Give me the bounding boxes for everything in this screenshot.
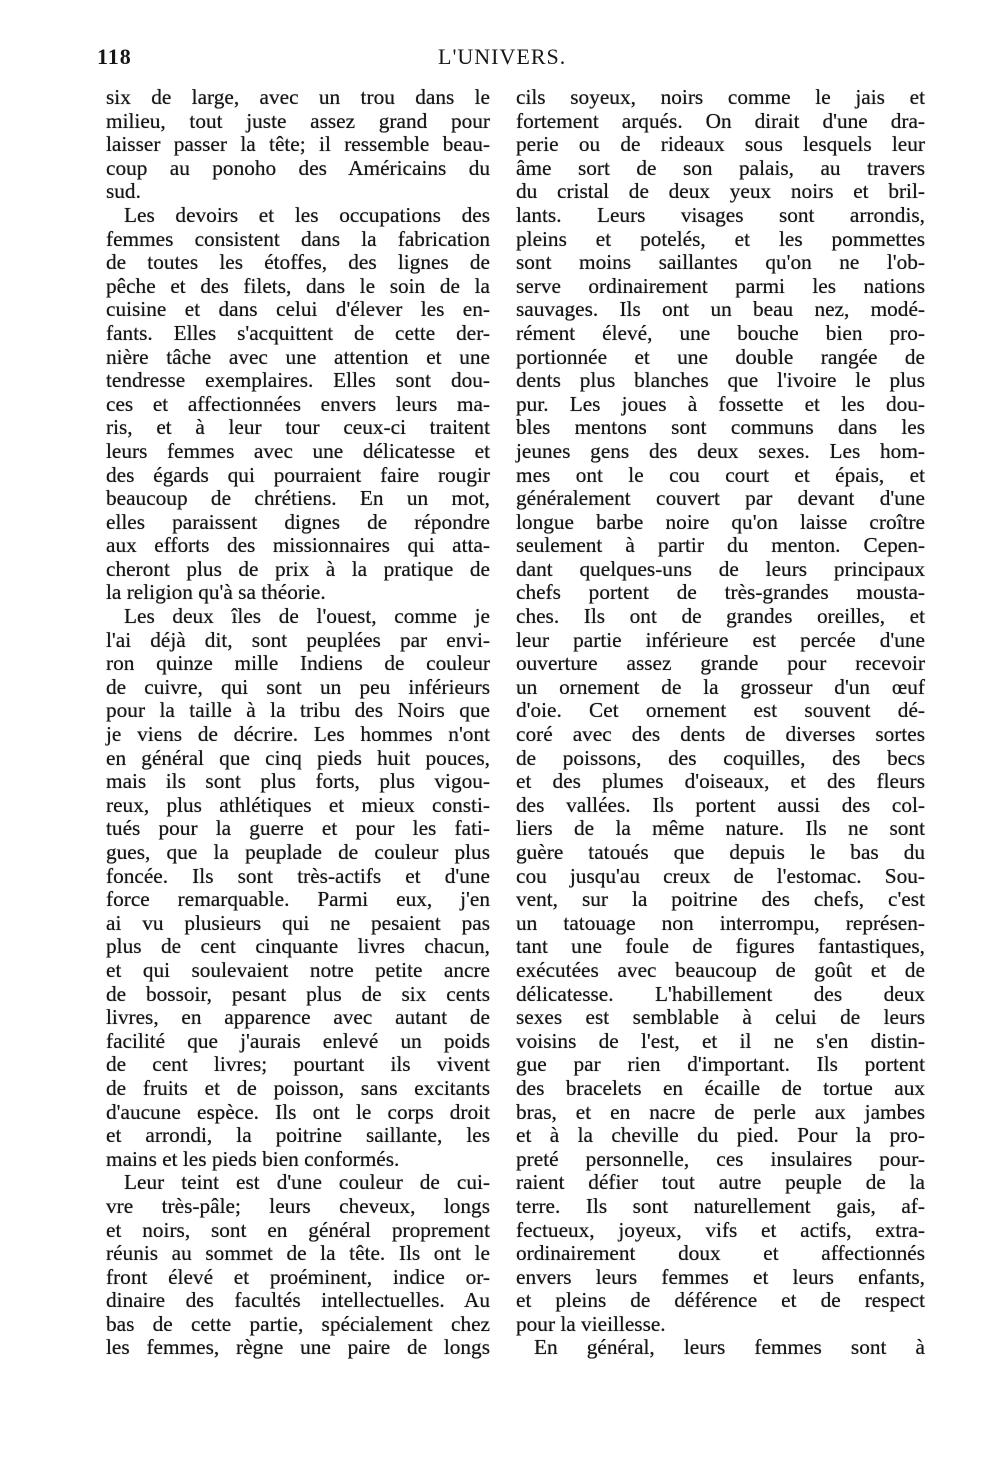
text-line: dinaire des facultés intellectuelles. Au [106,1288,490,1313]
text-line: envers leurs femmes et leurs enfants, [516,1264,925,1289]
left-column [106,86,490,1360]
text-line: d'oie. Cet ornement est souvent dé- [516,698,925,723]
text-line: Leur teint est d'une couleur de cui- [124,1170,490,1195]
text-line: femmes consistent dans la fabrication [106,226,490,251]
text-line: ces et affectionnées envers leurs ma- [106,391,490,416]
text-line: livres, en apparence avec autant de [106,1005,490,1030]
text-line: sauvages. Ils ont un beau nez, modé- [516,297,925,322]
text-line: des bracelets en écaille de tortue aux [516,1075,925,1100]
text-line: fectueux, joyeux, vifs et actifs, extra- [516,1217,925,1242]
text-line: généralement couvert par devant d'une [516,486,925,511]
text-line: âme sort de son palais, au travers [516,155,925,180]
paragraph [106,605,490,1171]
text-line: cou jusqu'au creux de l'estomac. Sou- [516,863,925,888]
text-line: la religion qu'à sa théorie. [106,580,326,605]
text-line: pur. Les joues à fossette et les dou- [516,391,925,416]
text-line: exécutées avec beaucoup de goût et de [516,957,925,982]
text-line: laisser passer la tête; il ressemble beau- [106,132,490,157]
text-line: délicatesse. L'habillement des deux [516,981,925,1006]
paragraph [106,1171,490,1360]
text-line: beaucoup de chrétiens. En un mot, [106,486,490,511]
text-line: pêche et des filets, dans le soin de la [106,273,490,298]
text-line: six de large, avec un trou dans le [106,85,490,109]
text-line: longue barbe noire qu'on laisse croître [516,509,925,534]
text-line: bras, et en nacre de perle aux jambes [516,1099,925,1124]
text-line: ouverture assez grande pour recevoir [516,651,925,676]
text-line: aux efforts des missionnaires qui atta- [106,533,490,558]
text-line: dents plus blanches que l'ivoire le plus [516,368,925,393]
text-line: liers de la même nature. Ils ne sont [516,816,925,841]
text-line: en général que cinq pieds huit pouces, [106,745,490,770]
text-line: milieu, tout juste assez grand pour [106,108,490,133]
text-line: force remarquable. Parmi eux, j'en [106,887,490,912]
text-line: de fruits et de poisson, sans excitants [106,1075,490,1100]
text-line: pour la taille à la tribu des Noirs que [106,698,490,723]
text-line: ai vu plusieurs qui ne pesaient pas [106,910,490,935]
text-line: foncée. Ils sont très-actifs et d'une [106,863,490,888]
running-title: L'UNIVERS. [438,44,567,69]
text-line: ris, et à leur tour ceux-ci traitent [106,415,490,440]
text-line: mains et les pieds bien conformés. [106,1146,400,1171]
text-line: et noirs, sont en général proprement [106,1217,490,1242]
text-line: En général, leurs femmes sont à [534,1335,925,1360]
text-line: preté personnelle, ces insulaires pour- [516,1146,925,1171]
text-line: de cent livres; pourtant ils vivent [106,1052,490,1077]
text-line: reux, plus athlétiques et mieux consti- [106,792,490,817]
text-line: Les deux îles de l'ouest, comme je [124,604,490,629]
text-line: sont moins saillantes qu'on ne l'ob- [516,250,925,275]
text-line: du cristal de deux yeux noirs et bril- [516,179,925,204]
text-line: fortement arqués. On dirait d'une dra- [516,108,925,133]
text-line: et arrondi, la poitrine saillante, les [106,1123,490,1148]
text-line: coré avec des dents de diverses sortes [516,722,925,747]
text-line: un ornement de la grosseur d'un œuf [516,674,925,699]
text-line: leur partie inférieure est percée d'une [516,627,925,652]
text-line: gue par rien d'important. Ils portent [516,1052,925,1077]
text-line: gues, que la peuplade de couleur plus [106,840,490,864]
paragraph [516,86,925,1336]
text-line: des vallées. Ils portent aussi des col- [516,792,925,817]
text-line: réunis au sommet de la tête. Ils ont le [106,1241,490,1266]
text-line: vent, sur la poitrine des chefs, c'est [516,887,925,912]
text-line: et qui soulevaient notre petite ancre [106,957,490,982]
text-line: sud. [106,179,141,204]
text-line: chefs portent de très-grandes mousta- [516,580,925,605]
text-line: ordinairement doux et affectionnés [516,1241,925,1266]
text-line: portionnée et une double rangée de [516,344,925,369]
text-line: et des plumes d'oiseaux, et des fleurs [516,769,925,794]
text-line: d'aucune espèce. Ils ont le corps droit [106,1099,490,1124]
text-line: de toutes les étoffes, des lignes de [106,250,490,275]
text-line: tant une foule de figures fantastiques, [516,934,925,959]
text-line: fants. Elles s'acquittent de cette der- [106,320,490,345]
text-line: pour la vieillesse. [516,1311,666,1336]
text-line: de bossoir, pesant plus de six cents [106,981,490,1006]
text-line: front élevé et proéminent, indice or- [106,1264,490,1289]
text-line: tendresse exemplaires. Elles sont dou- [106,368,490,393]
text-line: un tatouage non interrompu, représen- [516,910,925,935]
paragraph [106,204,490,605]
text-line: guère tatoués que depuis le bas du [516,840,925,864]
text-line: mais ils sont plus forts, plus vigou- [106,769,490,794]
text-line: voisins de l'est, et il ne s'en distin- [516,1028,925,1053]
text-line: serve ordinairement parmi les nations [516,273,925,298]
text-line: coup au ponoho des Américains du [106,155,490,180]
text-line: les femmes, règne une paire de longs [106,1335,490,1360]
right-column [516,86,925,1360]
text-line: nière tâche avec une attention et une [106,344,490,369]
text-line: tués pour la guerre et pour les fati- [106,816,490,841]
paragraph [516,1336,925,1360]
text-line: rément élevé, une bouche bien pro- [516,320,925,345]
text-line: cheront plus de prix à la pratique de [106,556,490,581]
text-line: de cuivre, qui sont un peu inférieurs [106,674,490,699]
text-line: des égards qui pourraient faire rougir [106,462,490,487]
text-line: ron quinze mille Indiens de couleur [106,651,490,676]
text-line: sexes est semblable à celui de leurs [516,1005,925,1030]
text-line: l'ai déjà dit, sont peuplées par envi- [106,627,490,652]
text-line: cuisine et dans celui d'élever les en- [106,297,490,322]
text-line: plus de cent cinquante livres chacun, [106,934,490,959]
text-line: vre très-pâle; leurs cheveux, longs [106,1193,490,1218]
text-line: Les devoirs et les occupations des [124,202,490,227]
text-line: je viens de décrire. Les hommes n'ont [106,722,490,747]
text-line: ches. Ils ont de grandes oreilles, et [516,604,925,629]
text-line: seulement à partir du menton. Cepen- [516,533,925,558]
text-line: pleins et potelés, et les pommettes [516,226,925,251]
text-line: mes ont le cou court et épais, et [516,462,925,487]
text-line: et à la cheville du pied. Pour la pro- [516,1123,925,1148]
page-number: 118 [97,44,132,69]
text-line: leurs femmes avec une délicatesse et [106,438,490,463]
text-line: et pleins de déférence et de respect [516,1288,925,1313]
text-line: bles mentons sont communs dans les [516,415,925,440]
text-line: facilité que j'aurais enlevé un poids [106,1028,490,1053]
text-line: elles paraissent dignes de répondre [106,509,490,534]
text-line: raient défier tout autre peuple de la [516,1170,925,1195]
paragraph [106,86,490,204]
text-line: perie ou de rideaux sous lesquels leur [516,132,925,157]
text-line: dant quelques-uns de leurs principaux [516,556,925,581]
text-line: de poissons, des coquilles, des becs [516,745,925,770]
text-line: bas de cette partie, spécialement chez [106,1311,490,1336]
text-line: terre. Ils sont naturellement gais, af- [516,1193,925,1218]
text-line: jeunes gens des deux sexes. Les hom- [516,438,925,463]
text-line: lants. Leurs visages sont arrondis, [516,202,925,227]
text-line: cils soyeux, noirs comme le jais et [516,85,925,109]
